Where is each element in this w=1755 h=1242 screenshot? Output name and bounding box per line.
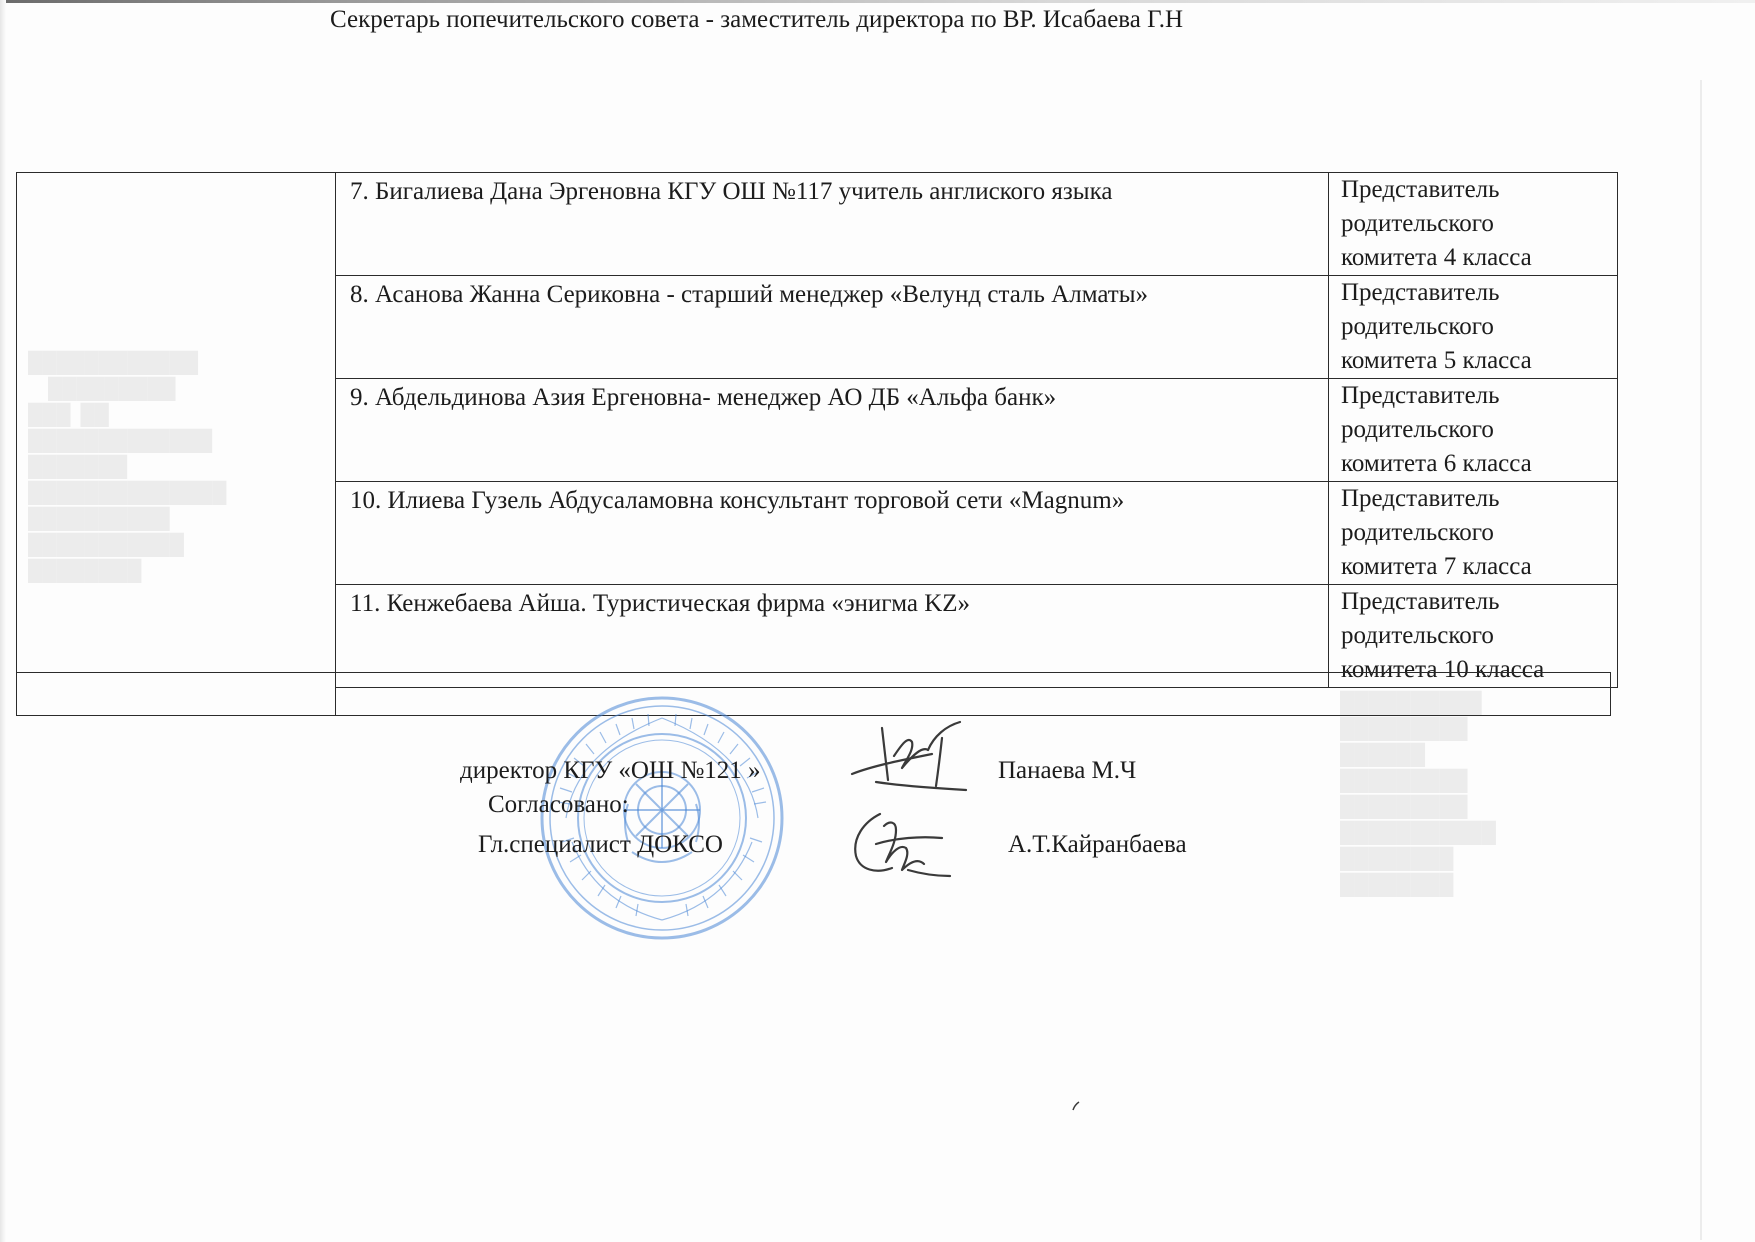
member-role-cell (1329, 379, 1618, 482)
scan-edge-left (0, 0, 6, 1242)
role-line: Представитель (1341, 279, 1500, 306)
member-role (1329, 276, 1617, 378)
scan-edge-top (0, 0, 1755, 3)
specialist-name: А.Т.Кайранбаева (1008, 831, 1187, 858)
role-line: комитета 5 класса (1341, 347, 1532, 374)
member-name: 10. Илиева Гузель Абдусаламовна консультант торговой сети «Magnum» (350, 487, 1125, 514)
member-name-cell (336, 173, 1329, 276)
role-line: родительского (1341, 622, 1494, 649)
role-line: родительского (1341, 210, 1494, 237)
role-line: родительского (1341, 519, 1494, 546)
member-role-cell (1329, 173, 1618, 276)
member-name-cell (336, 276, 1329, 379)
director-signature (842, 716, 972, 796)
member-name: 7. Бигалиева Дана Эргеновна КГУ ОШ №117 учитель англиского языка (350, 178, 1113, 205)
member-role-cell (1329, 276, 1618, 379)
member-name: 9. Абдельдинова Азия Ергеновна- менеджер АО ДБ «Альфа банк» (350, 384, 1057, 411)
member-name-cell (336, 379, 1329, 482)
secretary-row (16, 672, 1611, 716)
role-line: Представитель (1341, 588, 1500, 615)
director-label: директор КГУ «ОШ №121 » (460, 757, 761, 784)
role-line: Представитель (1341, 382, 1500, 409)
role-line: Представитель (1341, 176, 1500, 203)
agreed-label: Согласовано: (488, 791, 629, 818)
members-table (16, 172, 1618, 688)
secretary-divider (335, 673, 336, 715)
bleed-through-right: ██████████ █████████ ██████ █████████ █████████ ███████████ ████████ ████████ (1340, 692, 1496, 896)
role-line: родительского (1341, 313, 1494, 340)
member-name: 8. Асанова Жанна Сериковна - старший менеджер «Велунд сталь Алматы» (350, 281, 1149, 308)
bleed-through-left: ████████████ █████████ ███ ██ █████████████ ███████ ██████████████ ██████████ ███████████ ████████ (28, 352, 227, 582)
member-name-cell (336, 482, 1329, 585)
scan-edge-right (1700, 80, 1702, 1240)
member-role (1329, 482, 1617, 584)
member-role-cell (1329, 482, 1618, 585)
table-first-column-cell (17, 173, 336, 688)
specialist-label: Гл.специалист ДОКСО (478, 831, 723, 858)
member-role (1329, 173, 1617, 275)
role-line: комитета 6 класса (1341, 450, 1532, 477)
member-name: 11. Кенжебаева Айша. Туристическая фирма «энигма KZ» (350, 590, 971, 617)
role-line: родительского (1341, 416, 1494, 443)
specialist-signature (846, 804, 956, 884)
member-role (1329, 379, 1617, 481)
table-row (17, 173, 1618, 276)
role-line: комитета 4 класса (1341, 244, 1532, 271)
pen-mark (1070, 1100, 1082, 1112)
secretary-text: Секретарь попечительского совета - заместитель директора по ВР. Исабаева Г.Н (330, 6, 1184, 33)
director-name: Панаева М.Ч (998, 757, 1137, 784)
role-line: Представитель (1341, 485, 1500, 512)
role-line: комитета 7 класса (1341, 553, 1532, 580)
role-line: комитета 10 класса (1341, 656, 1545, 683)
